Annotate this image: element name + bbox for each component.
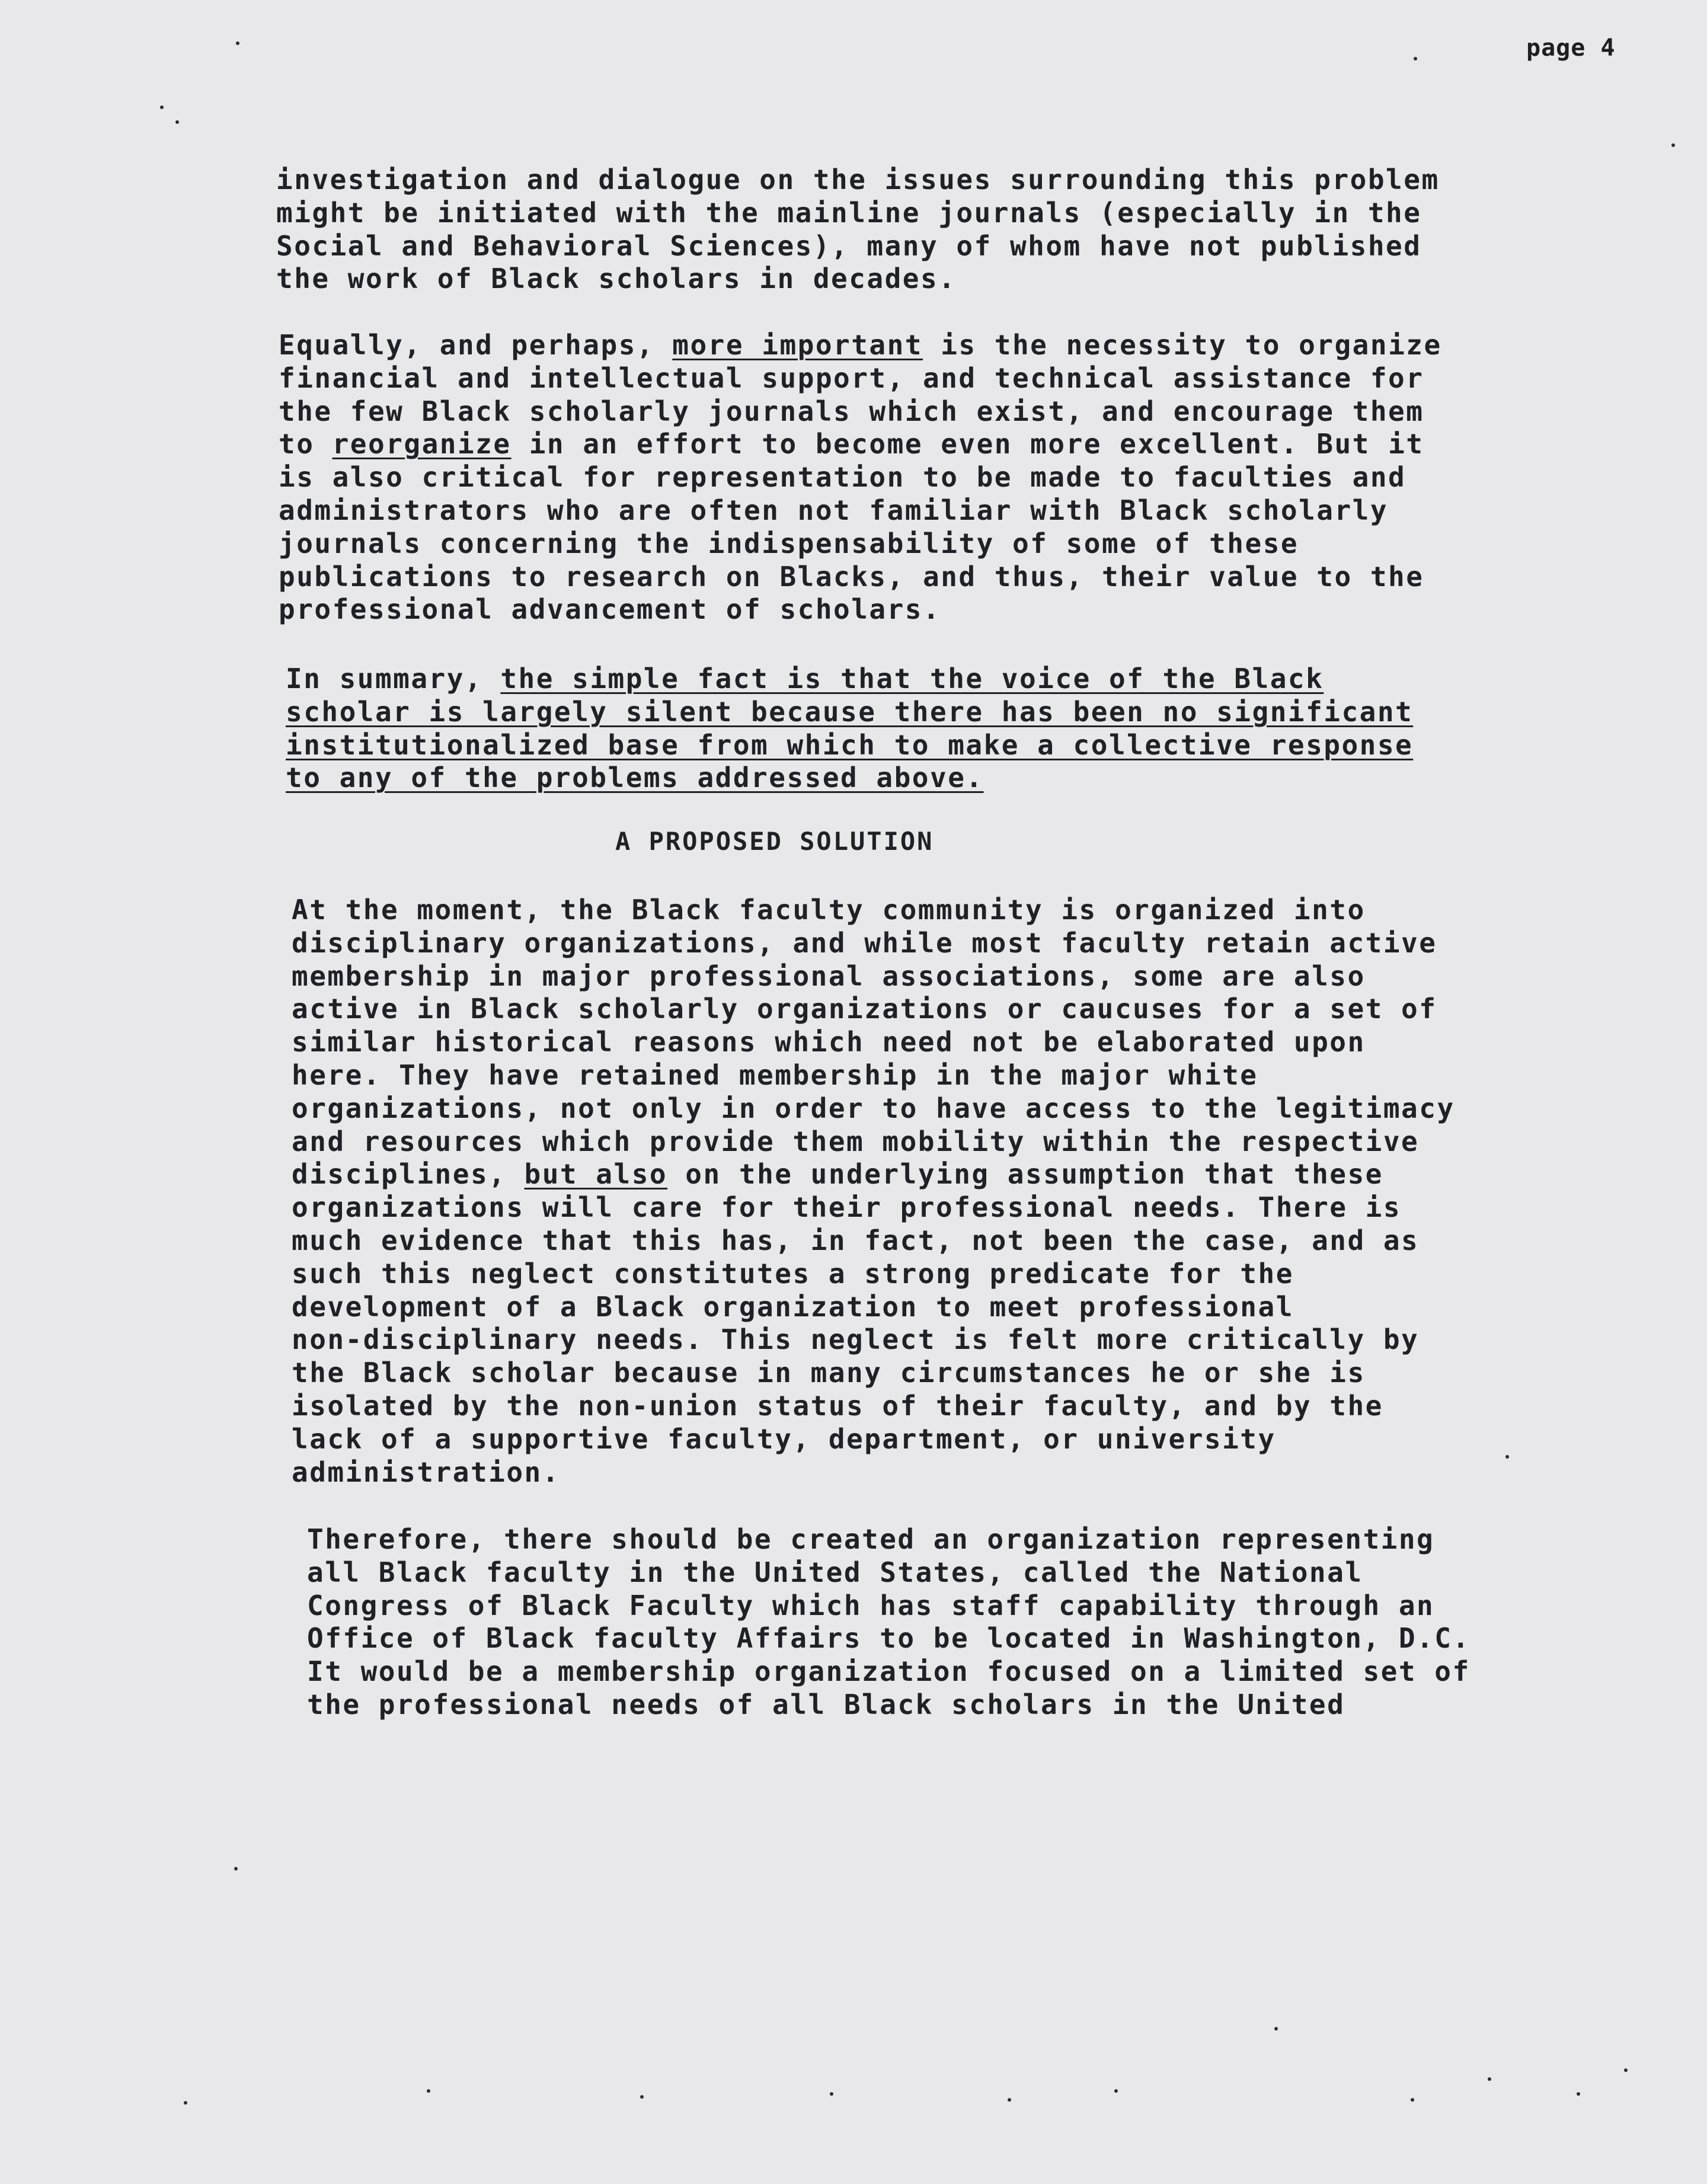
text-line: membership in major professional associations, some are also [292,960,1366,992]
section-heading: A PROPOSED SOLUTION [615,827,934,856]
text-line: and resources which provide them mobility within the respective [292,1125,1420,1157]
text-line: publications to research on Blacks, and thus, their value to the [279,560,1424,593]
text-line: Therefore, there should be created an organization representing [307,1523,1435,1555]
text-line: non-disciplinary needs. This neglect is felt more critically by [292,1323,1420,1356]
scan-speck [1488,2077,1491,2081]
text-line: disciplines, but also on the underlying assumption that these [292,1158,1383,1191]
text-line: lack of a supportive faculty, department, or university [292,1422,1276,1455]
scan-speck [1414,57,1417,60]
text-line: Congress of Black Faculty which has staff capability through an [307,1589,1435,1622]
underlined-text-line: institutionalized base from which to make a collective response [286,728,1414,761]
text-line: isolated by the non-union status of their faculty, and by the [292,1389,1383,1422]
text-line: Office of Black faculty Affairs to be located in Washington, D.C. [307,1622,1471,1655]
page-number: page 4 [1526,34,1616,62]
scan-speck [184,2101,187,2105]
scan-speck [234,1867,238,1870]
text-line: might be initiated with the mainline journals (especially in the [276,196,1422,229]
text-line: Equally, and perhaps, more important is the necessity to organize [279,329,1442,361]
text-line: here. They have retained membership in the major white [292,1059,1258,1091]
paragraph-5 [307,1523,1471,1722]
text-line: much evidence that this has, in fact, not been the case, and as [292,1224,1420,1256]
text-line: similar historical reasons which need not be elaborated upon [292,1026,1366,1059]
text-line: Social and Behavioral Sciences), many of whom have not published [276,229,1422,262]
underlined-text: more important [672,329,923,361]
text-line: organizations will care for their professional needs. There is [292,1191,1402,1224]
scan-speck [640,2095,644,2099]
scan-speck [1505,1455,1509,1459]
scan-speck [1008,2098,1011,2102]
scan-speck [1411,2098,1414,2102]
paragraph-3-summary [286,663,1413,795]
text-line: financial and intellectual support, and technical assistance for [279,362,1424,394]
scan-speck [1577,2092,1580,2096]
scan-speck [175,120,179,124]
text-line: the professional needs of all Black scholars in the United [307,1688,1345,1721]
text-line: professional advancement of scholars. [279,593,941,626]
scan-speck [1624,2068,1628,2072]
text-line: is also critical for representation to be made to faculties and [279,461,1406,494]
scan-speck [1274,2027,1278,2030]
text-line: all Black faculty in the United States, called the National [307,1556,1363,1588]
text-line: disciplinary organizations, and while most faculty retain active [292,926,1437,959]
scan-speck [236,41,239,45]
text-line: In summary, the simple fact is that the voice of the Black [286,663,1324,695]
paragraph-4 [292,894,1455,1489]
scan-speck [160,105,164,109]
text-line: organizations, not only in order to have access to the legitimacy [292,1092,1455,1124]
text-line: to reorganize in an effort to become even more excellent. But it [279,428,1424,461]
text-line: investigation and dialogue on the issues surrounding this problem [276,164,1440,196]
text-line: active in Black scholarly organizations or caucuses for a set of [292,993,1437,1025]
scan-speck [427,2089,430,2093]
underlined-text-line: scholar is largely silent because there has been no significant [286,695,1414,728]
scan-speck [1114,2089,1118,2093]
text-line: such this neglect constitutes a strong predicate for the [292,1257,1294,1290]
scan-speck [1671,143,1675,147]
underlined-text: but also [524,1158,668,1191]
text-line: the Black scholar because in many circumstances he or she is [292,1357,1366,1389]
paragraph-1 [276,164,1440,296]
text-line: journals concerning the indispensability of some of these [279,527,1299,559]
paragraph-2 [279,329,1442,626]
underlined-text-line: to any of the problems addressed above. [286,762,984,794]
text-line: the few Black scholarly journals which exist, and encourage them [279,395,1424,427]
text-line: It would be a membership organization focused on a limited set of [307,1655,1471,1688]
text-line: development of a Black organization to meet professional [292,1290,1294,1323]
text-line: administrators who are often not familiar with Black scholarly [279,494,1389,526]
underlined-text: the simple fact is that the voice of the Black [500,663,1324,695]
text-line: At the moment, the Black faculty community is organized into [292,894,1366,926]
text-line: the work of Black scholars in decades. [276,263,957,295]
scan-speck [830,2092,833,2096]
underlined-text: reorganize [332,428,512,461]
text-line: administration. [292,1456,560,1488]
